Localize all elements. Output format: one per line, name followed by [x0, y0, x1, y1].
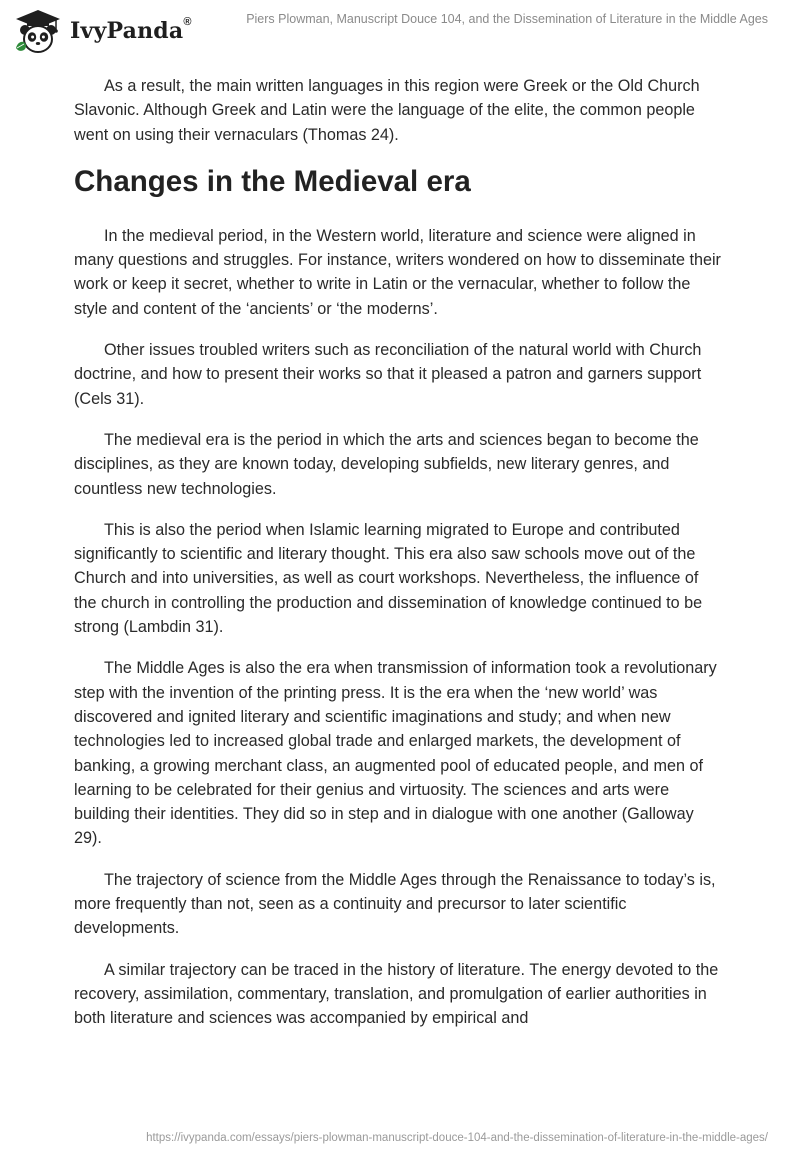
paragraph-2: Other issues troubled writers such as reconciliation of the natural world with Church doctrine, and how to present their works so that it pleased a patron and garners support (Cels 31).	[74, 341, 702, 408]
paragraph-4: This is also the period when Islamic learning migrated to Europe and contributed significantly to scientific and literary thought. This era also saw schools move out of the Church and into universities, as well as court workshops. Nevertheless, the influence of the church in controlling the production and dissemination of knowledge continued to be strong (Lambdin 31).	[74, 520, 703, 637]
paragraph-7: A similar trajectory can be traced in the history of literature. The energy devoted to the recovery, assimilation, commentary, translation, and promulgation of earlier authorities in both literature and sciences was accompanied by empirical and	[74, 960, 719, 1028]
essay-body	[74, 74, 724, 1048]
paragraph-3: The medieval era is the period in which the arts and sciences began to become the disciplines, as they are known today, developing subfields, new literary genres, and countless new technologies.	[74, 430, 699, 498]
paragraph-6: The trajectory of science from the Middle Ages through the Renaissance to today’s is, more frequently than not, seen as a continuity and precursor to later scientific developments.	[74, 870, 716, 938]
paragraph-1: In the medieval period, in the Western world, literature and science were aligned in many questions and struggles. For instance, writers wondered on how to disseminate their work or keep it secret, whether to write in Latin or the vernacular, whether to follow the style and content of the ‘ancients’ or ‘the moderns’.	[74, 226, 721, 318]
intro-paragraph: As a result, the main written languages in this region were Greek or the Old Church Slavonic. Although Greek and Latin were the language of the elite, the common people went on using their vernaculars (Thomas 24).	[74, 77, 700, 144]
paragraph-5: The Middle Ages is also the era when transmission of information took a revolutionary step with the invention of the printing press. It is the era when the ‘new world’ was discovered and ignited literary and scientific imaginations and study; and when new technologies led to increased global trade and enlarged markets, the development of banking, a growing merchant class, an augmented pool of educated people, and men of learning to be celebrated for their genius and virtuosity. The sciences and arts were building their identities. They did so in step and in dialogue with one another (Galloway 29).	[74, 659, 717, 848]
document-title: Piers Plowman, Manuscript Douce 104, and the Dissemination of Literature in the Middle Ages	[246, 12, 768, 26]
registered-mark: ®	[183, 16, 192, 28]
brand-name: IvyPanda®	[70, 16, 192, 44]
page-header	[0, 0, 800, 60]
source-url-link[interactable]: https://ivypanda.com/essays/piers-plowman-manuscript-douce-104-and-the-dissemination-of-literature-in-the-middle-ages/	[146, 1132, 768, 1144]
ivypanda-logo[interactable]	[14, 8, 192, 54]
section-heading: Changes in the Medieval era	[74, 164, 471, 198]
panda-graduate-icon	[14, 8, 62, 54]
